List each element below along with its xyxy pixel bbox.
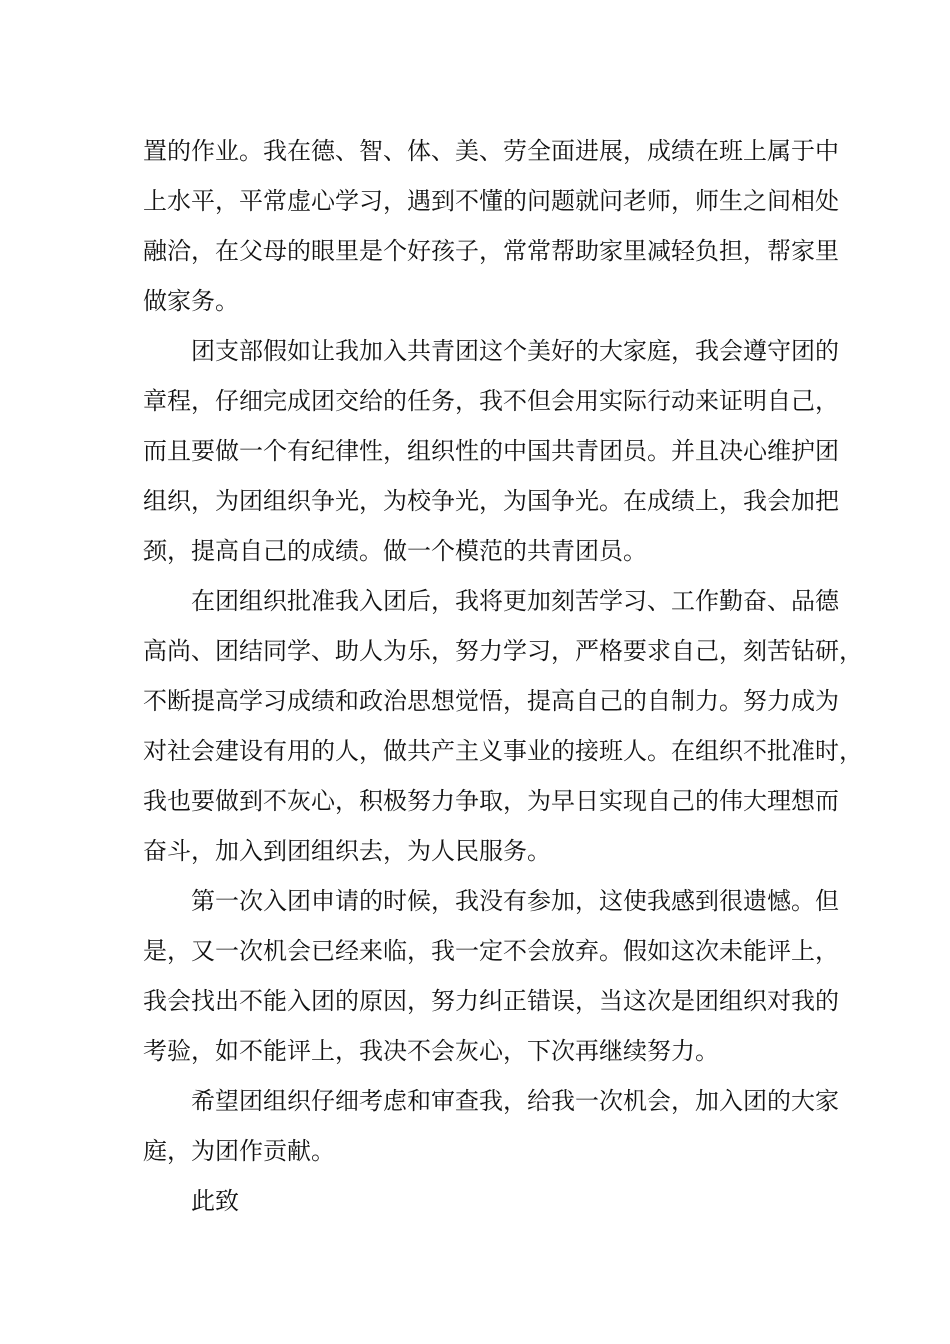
text-line: 不断提高学习成绩和政治思想觉悟，提高自己的自制力。努力成为: [143, 687, 839, 715]
text-line: 做家务。: [143, 287, 239, 315]
text-line: 上水平，平常虚心学习，遇到不懂的问题就问老师，师生之间相处: [143, 187, 839, 215]
text-line: 奋斗，加入到团组织去，为人民服务。: [143, 837, 551, 865]
text-line: 我也要做到不灰心，积极努力争取，为早日实现自己的伟大理想而: [143, 787, 839, 815]
paragraph-start-line: 在团组织批准我入团后，我将更加刻苦学习、工作勤奋、品德: [191, 587, 839, 615]
text-line: 组织，为团组织争光，为校争光，为国争光。在成绩上，我会加把: [143, 487, 839, 515]
text-line: 置的作业。我在德、智、体、美、劳全面进展，成绩在班上属于中: [143, 137, 839, 165]
paragraph-start-line: 团支部假如让我加入共青团这个美好的大家庭，我会遵守团的: [191, 337, 839, 365]
text-line: 章程，仔细完成团交给的任务，我不但会用实际行动来证明自己，: [143, 387, 839, 415]
paragraph-start-line: 第一次入团申请的时候，我没有参加，这使我感到很遗憾。但: [191, 887, 839, 915]
text-line: 融洽，在父母的眼里是个好孩子，常常帮助家里减轻负担，帮家里: [143, 237, 839, 265]
text-line: 我会找出不能入团的原因，努力纠正错误，当这次是团组织对我的: [143, 987, 839, 1015]
closing-salutation: 此致: [191, 1187, 239, 1215]
text-line: 而且要做一个有纪律性，组织性的中国共青团员。并且决心维护团: [143, 437, 839, 465]
text-line: 考验，如不能评上，我决不会灰心，下次再继续努力。: [143, 1037, 719, 1065]
text-line: 庭，为团作贡献。: [143, 1137, 335, 1165]
text-line: 高尚、团结同学、助人为乐，努力学习，严格要求自己，刻苦钻研，: [143, 637, 863, 665]
text-line: 对社会建设有用的人，做共产主义事业的接班人。在组织不批准时，: [143, 737, 863, 765]
text-line: 是，又一次机会已经来临，我一定不会放弃。假如这次未能评上，: [143, 937, 839, 965]
text-line: 颈，提高自己的成绩。做一个模范的共青团员。: [143, 537, 647, 565]
paragraph-start-line: 希望团组织仔细考虑和审查我，给我一次机会，加入团的大家: [191, 1087, 839, 1115]
